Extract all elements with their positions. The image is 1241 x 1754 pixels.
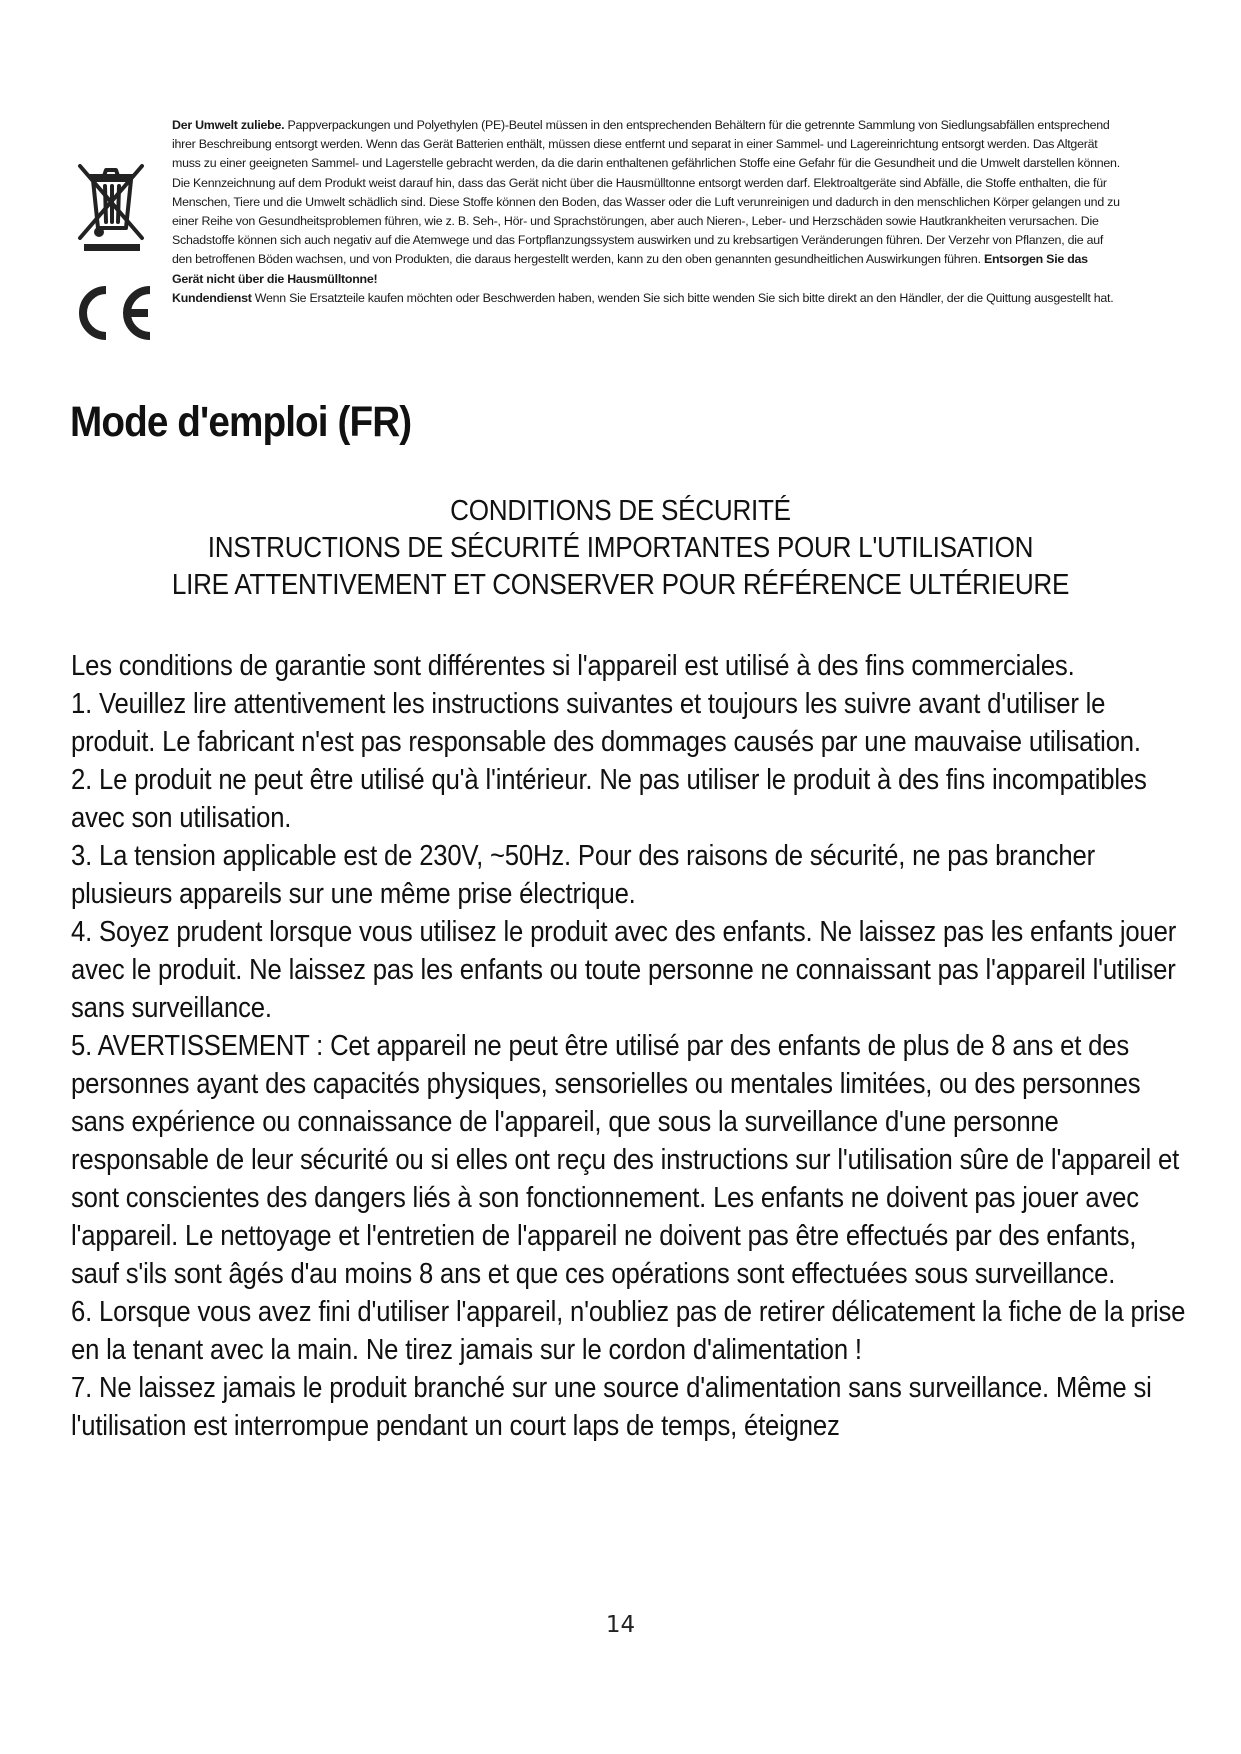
notice-intro-bold: Der Umwelt zuliebe. [172,118,285,132]
instruction-item: 6. Lorsque vous avez fini d'utiliser l'appareil, n'oubliez pas de retirer délicatement la fiche de la prise en la tenant avec la main. Ne tirez jamais sur le cordon d'alimentation ! [71,1296,1186,1366]
ce-mark-icon [70,282,158,344]
notice-warning-bold: Entsorgen Sie das Gerät nicht über die Hausmülltonne! [172,252,1088,286]
instruction-item: 1. Veuillez lire attentivement les instructions suivantes et toujours les suivre avant d'utiliser le produit. Le fabricant n'est pas responsable des dommages causés par une mauvaise utilisation. [71,688,1141,758]
instruction-item: 2. Le produit ne peut être utilisé qu'à l'intérieur. Ne pas utiliser le produit à des fins incompatibles avec son utilisation. [71,764,1147,834]
environmental-notice-text [172,116,1122,308]
instruction-item: 7. Ne laissez jamais le produit branché sur une source d'alimentation sans surveillance. Même si l'utilisation est interrompue pendant un court laps de temps, éteignez [71,1372,1152,1442]
safety-headings [0,493,1241,604]
warranty-intro: Les conditions de garantie sont différentes si l'appareil est utilisé à des fins commerciales. [71,650,1075,682]
heading-line: LIRE ATTENTIVEMENT ET CONSERVER POUR RÉFÉRENCE ULTÉRIEURE [171,569,1070,601]
instruction-item: 3. La tension applicable est de 230V, ~50Hz. Pour des raisons de sécurité, ne pas brancher plusieurs appareils sur une même prise électrique. [71,840,1095,910]
service-text: Wenn Sie Ersatzteile kaufen möchten oder Beschwerden haben, wenden Sie sich bitte wenden Sie sich bitte direkt an den Händler, der die Quittung ausgestellt hat. [251,290,1114,305]
notice-intro-text: Pappverpackungen und Polyethylen (PE)-Beutel müssen in den entsprechenden Behältern für die getrennte Sammlung von Siedlungsabfällen entsprechend ihrer Beschreibung entsorgt werden. Wenn das Gerät Batterien enthält, müssen diese entfernt und separat in einer Sammel- und Lagereinrichtung entsorgt werden. Das Altgerät muss zu einer geeigneten Sammel- und Lagerstelle gebracht werden, da die darin enthaltenen gefährlichen Stoffe eine Gefahr für die Gesundheit und die Umwelt darstellen können. Die Kennzeichnung auf dem Produkt weist darauf hin, dass das Gerät nicht über die Hausmülltonne entsorgt werden darf. Elektroaltgeräte sind Abfälle, die Stoffe enthalten, die für Menschen, Tiere und die Umwelt schädlich sind. Diese Stoffe können den Boden, das Wasser oder die Luft verunreinigen und dadurch in den menschlichen Körper gelangen und zu einer Reihe von Gesundheitsproblemen führen, wie z. B. Seh-, Hör- und Sprachstörungen, aber auch Nieren-, Leber- und Herzschäden sowie Hautkrankheiten verursachen. Die Schadstoffe können sich auch negativ auf die Atemwege und das Fortpflanzungssystem auswirken und zu krebsartigen Veränderungen führen. Der Verzehr von Pflanzen, die auf den betroffenen Böden wachsen, und von Produkten, die daraus hergestellt werden, kann zu den oben genannten gesundheitlichen Auswirkungen führen. [172,118,1120,267]
instruction-item: 5. AVERTISSEMENT : Cet appareil ne peut être utilisé par des enfants de plus de 8 ans et des personnes ayant des capacités physiques, sensorielles ou mentales limitées, ou des personnes sans expérience ou connaissance de l'appareil, que sous la surveillance d'une personne responsable de leur sécurité ou si elles ont reçu des instructions sur l'utilisation sûre de l'appareil et sont conscientes des dangers liés à son fonctionnement. Les enfants ne doivent pas jouer avec l'appareil. Le nettoyage et l'entretien de l'appareil ne doivent pas être effectués par des enfants, sauf s'ils sont âgés d'au moins 8 ans et que ces opérations sont effectuées sous surveillance. [71,1030,1180,1290]
heading-line: CONDITIONS DE SÉCURITÉ [450,495,791,527]
heading-line: INSTRUCTIONS DE SÉCURITÉ IMPORTANTES POUR L'UTILISATION [207,532,1034,564]
page-number: 14 [605,1612,636,1638]
disposal-icons [70,136,160,356]
safety-instructions [71,647,1186,1445]
crossed-out-wheeled-bin-icon [76,162,146,252]
instruction-item: 4. Soyez prudent lorsque vous utilisez le produit avec des enfants. Ne laissez pas les enfants jouer avec le produit. Ne laissez pas les enfants ou toute personne ne connaissant pas l'appareil l'utiliser sans surveillance. [71,916,1177,1024]
service-label: Kundendienst [172,290,252,305]
page-title: Mode d'emploi (FR) [70,398,412,446]
environmental-notice [60,116,1120,356]
